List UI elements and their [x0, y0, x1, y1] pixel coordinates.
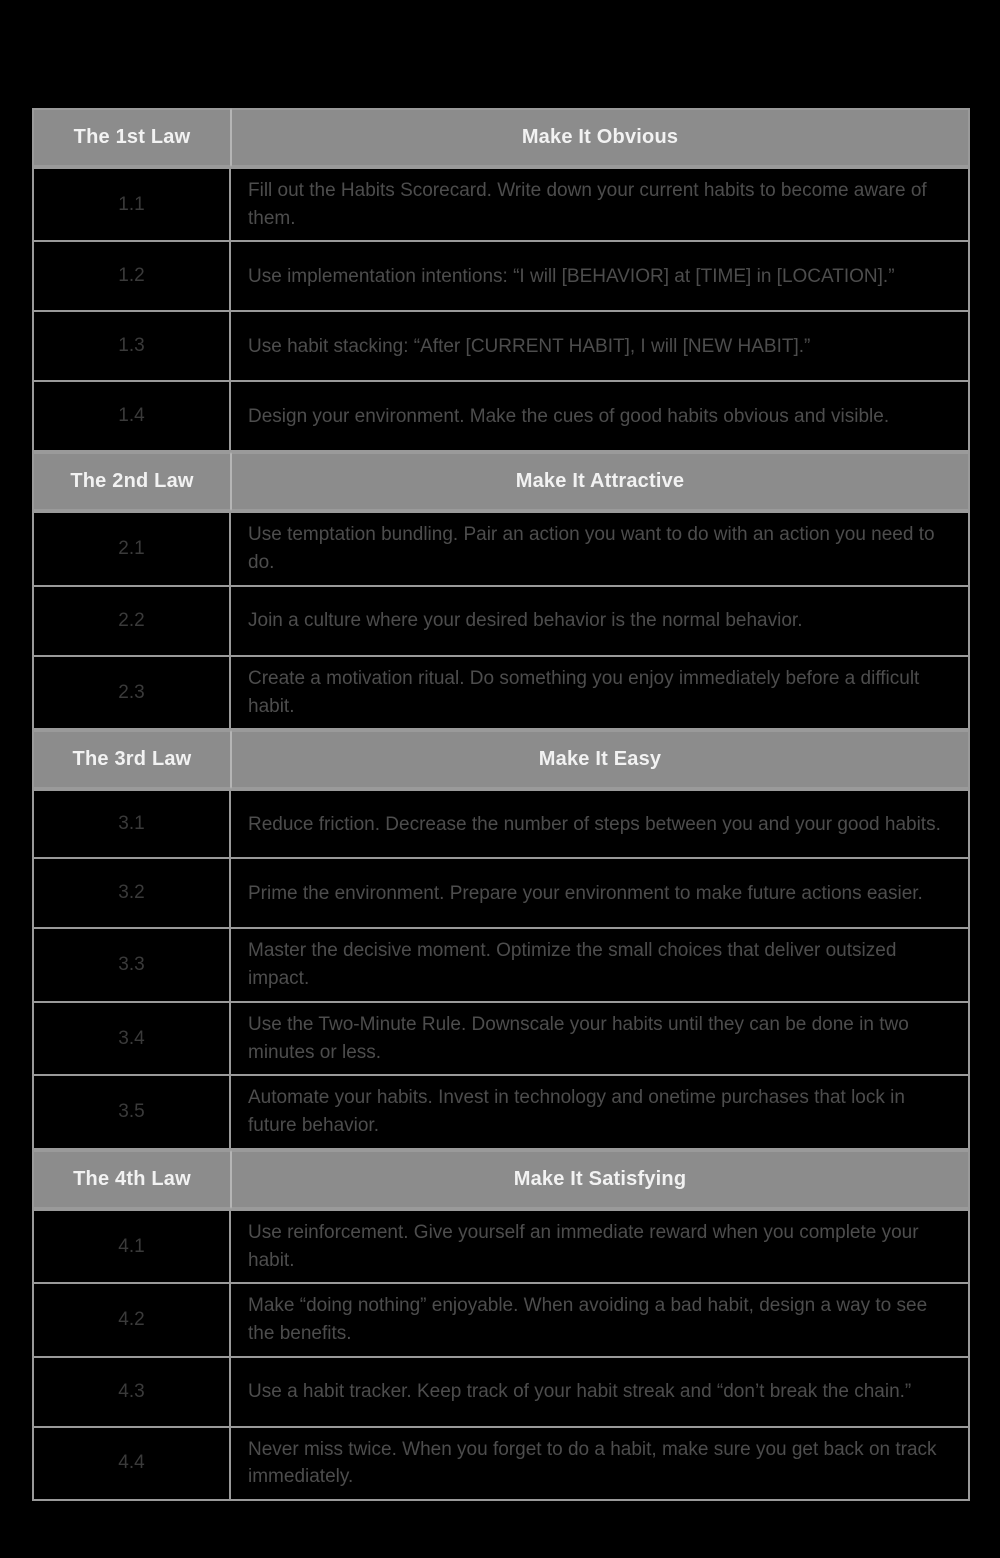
- table-body: [32, 108, 970, 1501]
- rule-description: Master the decisive moment. Optimize the small choices that deliver outsized impact.: [231, 929, 970, 1002]
- law-title-label: Make It Easy: [231, 730, 970, 789]
- law-number-label: The 4th Law: [32, 1150, 231, 1209]
- rule-number: 1.2: [32, 242, 231, 312]
- rule-description: Fill out the Habits Scorecard. Write down your current habits to become aware of them.: [231, 167, 970, 242]
- table-row: [32, 167, 970, 242]
- rule-number: 2.1: [32, 511, 231, 586]
- rule-number: 1.4: [32, 382, 231, 452]
- rule-number: 2.2: [32, 587, 231, 657]
- rule-description: Use habit stacking: “After [CURRENT HABIT], I will [NEW HABIT].”: [231, 312, 970, 382]
- rule-description: Make “doing nothing” enjoyable. When avoiding a bad habit, design a way to see the benefits.: [231, 1284, 970, 1357]
- law-section-header: [32, 730, 970, 789]
- law-title-label: Make It Satisfying: [231, 1150, 970, 1209]
- law-title-label: Make It Obvious: [231, 108, 970, 167]
- rule-number: 1.3: [32, 312, 231, 382]
- table-row: [32, 1076, 970, 1149]
- law-number-label: The 2nd Law: [32, 452, 231, 511]
- rule-description: Never miss twice. When you forget to do a habit, make sure you get back on track immediately.: [231, 1428, 970, 1501]
- table-row: [32, 929, 970, 1002]
- table-row: [32, 789, 970, 859]
- rule-number: 3.3: [32, 929, 231, 1002]
- rule-number: 2.3: [32, 657, 231, 730]
- table-row: [32, 242, 970, 312]
- table-row: [32, 1209, 970, 1284]
- table-row: [32, 1358, 970, 1428]
- rule-description: Join a culture where your desired behavior is the normal behavior.: [231, 587, 970, 657]
- rule-number: 3.1: [32, 789, 231, 859]
- rule-number: 3.5: [32, 1076, 231, 1149]
- rule-number: 4.1: [32, 1209, 231, 1284]
- rule-description: Design your environment. Make the cues of good habits obvious and visible.: [231, 382, 970, 452]
- table-row: [32, 859, 970, 929]
- rule-description: Use temptation bundling. Pair an action you want to do with an action you need to do.: [231, 511, 970, 586]
- law-section-header: [32, 452, 970, 511]
- rule-description: Use reinforcement. Give yourself an immediate reward when you complete your habit.: [231, 1209, 970, 1284]
- table-row: [32, 657, 970, 730]
- rule-number: 4.3: [32, 1358, 231, 1428]
- rule-description: Use the Two-Minute Rule. Downscale your habits until they can be done in two minutes or less.: [231, 1003, 970, 1076]
- law-number-label: The 1st Law: [32, 108, 231, 167]
- rule-description: Automate your habits. Invest in technology and onetime purchases that lock in future behavior.: [231, 1076, 970, 1149]
- table-row: [32, 312, 970, 382]
- table-row: [32, 1284, 970, 1357]
- rule-description: Create a motivation ritual. Do something you enjoy immediately before a difficult habit.: [231, 657, 970, 730]
- table-row: [32, 382, 970, 452]
- rule-description: Use a habit tracker. Keep track of your habit streak and “don’t break the chain.”: [231, 1358, 970, 1428]
- law-section-header: [32, 1150, 970, 1209]
- table-row: [32, 1003, 970, 1076]
- rule-description: Prime the environment. Prepare your environment to make future actions easier.: [231, 859, 970, 929]
- table-row: [32, 1428, 970, 1501]
- table-row: [32, 587, 970, 657]
- rule-description: Use implementation intentions: “I will [BEHAVIOR] at [TIME] in [LOCATION].”: [231, 242, 970, 312]
- law-title-label: Make It Attractive: [231, 452, 970, 511]
- rule-number: 3.4: [32, 1003, 231, 1076]
- rule-description: Reduce friction. Decrease the number of steps between you and your good habits.: [231, 789, 970, 859]
- rule-number: 4.4: [32, 1428, 231, 1501]
- four-laws-table: [32, 108, 970, 1501]
- law-section-header: [32, 108, 970, 167]
- law-number-label: The 3rd Law: [32, 730, 231, 789]
- table-row: [32, 511, 970, 586]
- rule-number: 4.2: [32, 1284, 231, 1357]
- rule-number: 3.2: [32, 859, 231, 929]
- rule-number: 1.1: [32, 167, 231, 242]
